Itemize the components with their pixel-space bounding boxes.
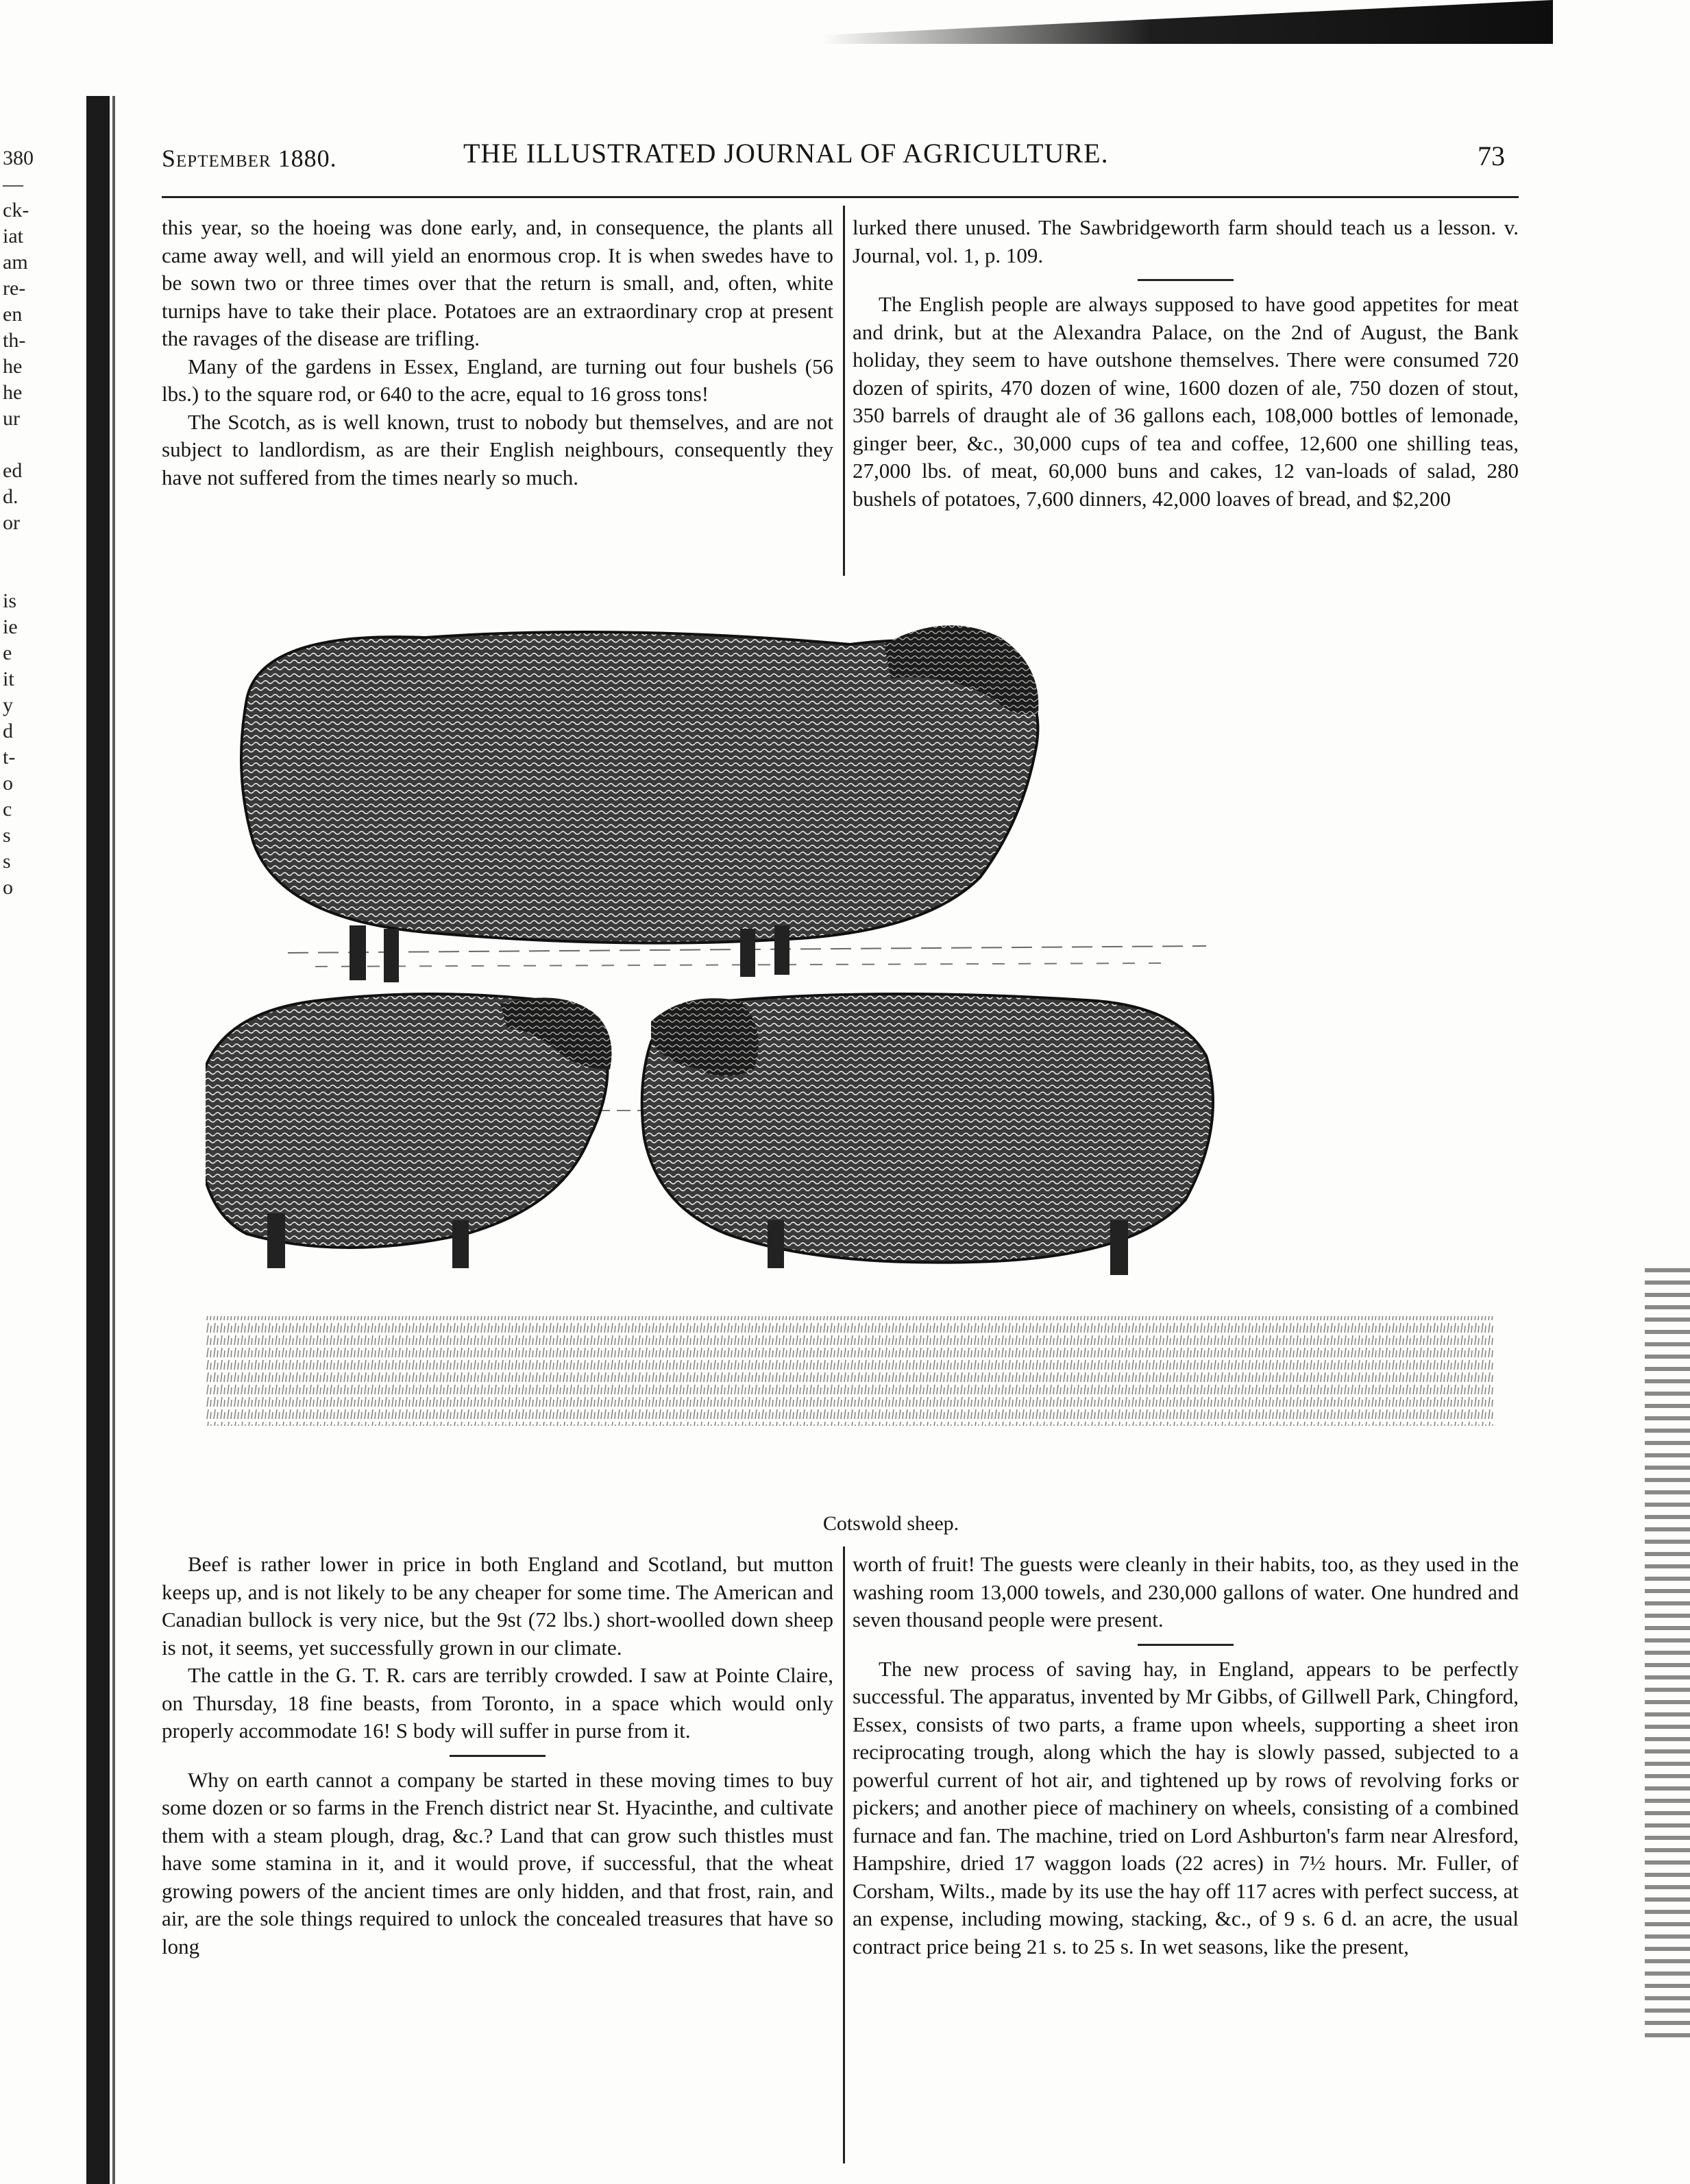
margin-fragment: 380 — [3, 147, 34, 169]
margin-fragment: am — [3, 251, 28, 274]
margin-fragment: th- — [3, 329, 26, 352]
section-separator — [450, 1755, 546, 1757]
section-separator — [1138, 279, 1234, 281]
figure-caption: Cotswold sheep. — [822, 1512, 959, 1535]
paragraph: worth of fruit! The guests were cleanly in their habits, too, as they used in the washing room 13,000 towels, and 230,000 gallons of water. One hundred and seven thousand people were present. — [853, 1552, 1519, 1631]
header-date: September 1880. — [162, 145, 337, 172]
scan-gutter-edge — [112, 96, 115, 2184]
margin-fragment: s — [3, 824, 11, 847]
column-right-bottom — [853, 1551, 1519, 1961]
column-divider — [843, 206, 845, 576]
margin-fragment — [3, 562, 78, 588]
paragraph: lurked there unused. The Sawbridgeworth farm should teach us a lesson. v. Journal, vol. 1, p. 109. — [853, 215, 1519, 267]
cotswold-sheep-engraving — [206, 617, 1508, 1508]
margin-fragment: o — [3, 876, 13, 899]
margin-fragment — [3, 432, 78, 458]
paragraph: this year, so the hoeing was done early, and, in consequence, the plants all came away well, and will yield an enormous crop. It is when swedes have to be sown two or three times over that the return is small, and, often, white turnips have to take their place. Potatoes are an extraordinary crop at present the ravages of the disease are trifling. — [162, 215, 833, 350]
journal-title: THE ILLUSTRATED JOURNAL OF AGRICULTURE. — [463, 138, 1109, 169]
margin-fragment: or — [3, 511, 20, 534]
margin-fragment: he — [3, 381, 23, 404]
scan-gutter-shadow — [86, 96, 110, 2184]
margin-fragment: ie — [3, 616, 18, 638]
margin-fragment: is — [3, 590, 17, 612]
margin-fragment: d. — [3, 485, 19, 508]
scan-right-edge-noise — [1645, 1268, 1690, 2043]
paragraph: Beef is rather lower in price in both England and Scotland, but mutton keeps up, and is not likely to be any cheaper for some time. The American and Canadian bullock is very nice, but the 9st (72 lbs.) short-woolled down sheep is not, it seems, yet successfully grown in our climate. — [162, 1552, 833, 1660]
margin-fragment: y — [3, 694, 13, 716]
sheep-bottom-left — [206, 994, 611, 1268]
section-separator — [1138, 1644, 1234, 1646]
column-right-top — [853, 214, 1519, 513]
margin-fragment: s — [3, 850, 11, 873]
margin-fragment: c — [3, 798, 12, 821]
page-number: 73 — [1478, 141, 1505, 171]
margin-fragment: ck- — [3, 199, 29, 221]
sheep-illustration — [206, 617, 1508, 1508]
column-left-top — [162, 214, 833, 492]
scan-top-shadow — [822, 0, 1553, 44]
margin-fragment: he — [3, 355, 23, 378]
margin-fragment: d — [3, 720, 13, 742]
page-header — [162, 137, 1519, 178]
paragraph: The cattle in the G. T. R. cars are terribly crowded. I saw at Pointe Claire, on Thursday, 18 fine beasts, from Toronto, in a space which would only properly accommodate 16! S body will suffer in purse from it. — [162, 1663, 833, 1743]
margin-fragment: re- — [3, 277, 26, 300]
previous-page-margin-fragments — [3, 145, 78, 901]
margin-fragment: e — [3, 642, 12, 664]
margin-fragment: ur — [3, 407, 20, 430]
paragraph: Many of the gardens in Essex, England, are turning out four bushels (56 lbs.) to the square rod, or 640 to the acre, equal to 16 gross tons! — [162, 354, 833, 406]
paragraph: The new process of saving hay, in England, appears to be perfectly successful. The apparatus, invented by Mr Gibbs, of Gillwell Park, Chingford, Essex, consists of two parts, a frame upon wheels, supporting a sheet iron reciprocating trough, along which the hay is slowly passed, subjected to a powerful current of hot air, and tightened up by rows of revolving forks or pickers; and another piece of machinery on wheels, consisting of a combined furnace and fan. The machine, tried on Lord Ashburton's farm near Alresford, Hampshire, dried 17 waggon loads (22 acres) in 7½ hours. Mr. Fuller, of Corsham, Wilts., made by its use the hay off 117 acres with perfect success, at an expense, including mowing, stacking, &c., of 9 s. 6 d. an acre, the usual contract price being 21 s. to 25 s. In wet seasons, like the present, — [853, 1656, 1519, 1958]
header-rule — [162, 196, 1519, 198]
paragraph: The Scotch, as is well known, trust to nobody but themselves, and are not subject to landlordism, as are their English neighbours, consequently they have not suffered from the times nearly so much. — [162, 409, 833, 489]
paragraph: The English people are always supposed to have good appetites for meat and drink, but at the Alexandra Palace, on the 2nd of August, the Bank holiday, they seem to have outshone themselves. There were consumed 720 dozen of spirits, 470 dozen of wine, 1600 dozen of ale, 750 dozen of stout, 350 barrels of draught ale of 36 gallons each, 108,000 bottles of lemonade, ginger beer, &c., 30,000 cups of tea and coffee, 12,600 one shilling teas, 27,000 lbs. of meat, 60,000 buns and cakes, 12 van-loads of salad, 280 bushels of potatoes, 7,600 dinners, 42,000 loaves of bread, and $2,200 — [853, 292, 1519, 511]
margin-fragment: it — [3, 668, 14, 690]
margin-fragment: en — [3, 303, 23, 326]
margin-fragment — [3, 536, 78, 562]
margin-fragment: iat — [3, 225, 23, 247]
column-left-bottom — [162, 1551, 833, 1961]
sheep-top — [241, 625, 1038, 982]
sheep-bottom-right — [642, 994, 1213, 1275]
margin-fragment: — — [3, 173, 23, 195]
paragraph: Why on earth cannot a company be started in these moving times to buy some dozen or so farms in the French district near St. Hyacinthe, and cultivate them with a steam plough, drag, &c.? Land that can grow such thistles must have some stamina in it, and it would prove, if successful, that the wheat growing powers of the ancient times are only hidden, and that frost, rain, and air, are the sole things required to unlock the concealed treasures that have so long — [162, 1767, 833, 1958]
column-divider — [843, 1546, 845, 2163]
margin-fragment: o — [3, 772, 13, 794]
margin-fragment: ed — [3, 459, 23, 482]
margin-fragment: t- — [3, 746, 16, 768]
